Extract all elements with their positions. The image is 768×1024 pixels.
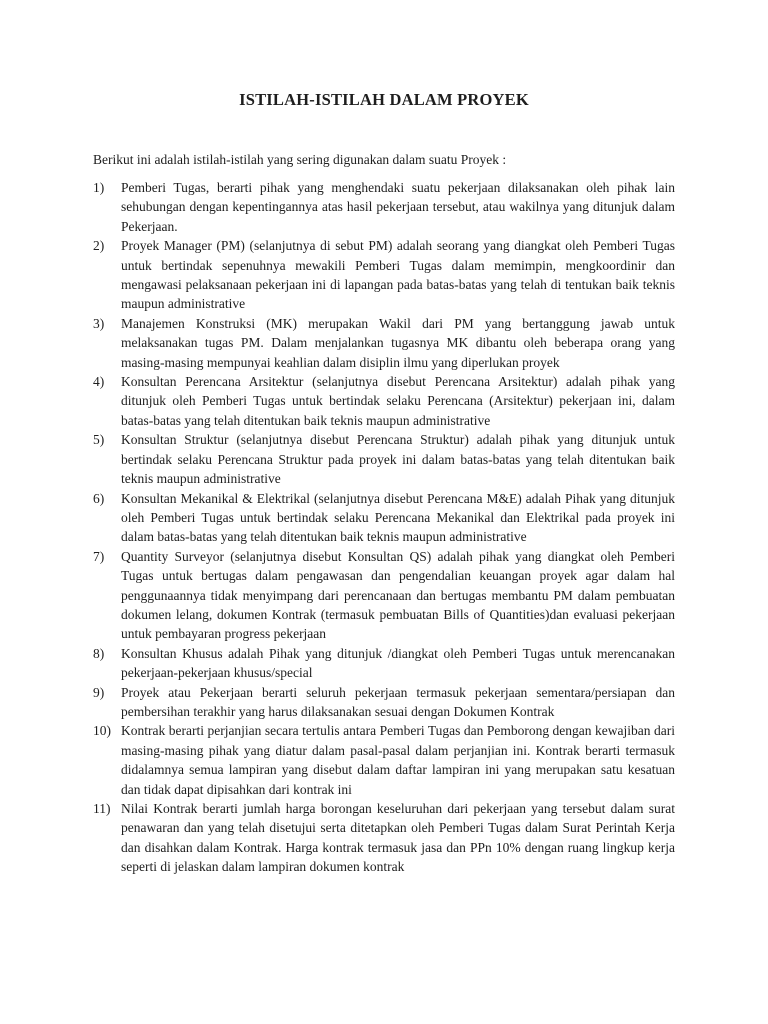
list-item — [93, 799, 675, 877]
list-item — [93, 489, 675, 547]
list-item-number: 10) — [93, 723, 111, 739]
list-item-number: 9) — [93, 684, 105, 700]
list-item-text: Pemberi Tugas, berarti pihak yang menghendaki suatu pekerjaan dilaksanakan oleh pihak lain sehubungan dengan kepentingannya atas hasil pekerjaan tersebut, atau wakilnya yang ditunjuk dalam Pekerjaan. — [121, 180, 675, 234]
page-title: ISTILAH-ISTILAH DALAM PROYEK — [239, 90, 529, 109]
definition-list — [93, 178, 675, 877]
list-item — [93, 372, 675, 430]
list-item-text: Nilai Kontrak berarti jumlah harga borongan keseluruhan dari pekerjaan yang tersebut dalam surat penawaran dan yang telah disetujui serta ditetapkan oleh Pemberi Tugas dalam Surat Perintah Kerja dan disahkan dalam Kontrak. Harga kontrak termasuk jasa dan PPn 10% dengan ruang lingkup kerja seperti di jelaskan dalam lampiran dokumen kontrak — [121, 801, 675, 875]
list-item — [93, 236, 675, 314]
list-item — [93, 721, 675, 799]
list-item-text: Konsultan Mekanikal & Elektrikal (selanjutnya disebut Perencana M&E) adalah Pihak yang ditunjuk oleh Pemberi Tugas untuk bertindak selaku Perencana Mekanikal dan Elektrikal pada proyek ini dalam batas-batas yang telah ditentukan baik teknis maupun administrative — [121, 490, 675, 545]
list-item-text: Konsultan Khusus adalah Pihak yang ditunjuk /diangkat oleh Pemberi Tugas untuk merencanakan pekerjaan-pekerjaan khusus/special — [121, 645, 675, 681]
list-item — [93, 314, 675, 372]
list-item-text: Konsultan Struktur (selanjutnya disebut Perencana Struktur) adalah pihak yang ditunjuk untuk bertindak selaku Perencana Struktur pada proyek ini dalam batas-batas yang telah ditentukan baik teknis maupun administrative — [121, 432, 675, 487]
list-item — [93, 178, 675, 236]
list-item-number: 3) — [93, 315, 105, 331]
list-item-text: Proyek atau Pekerjaan berarti seluruh pekerjaan termasuk pekerjaan sementara/persiapan dan pembersihan terakhir yang harus dilaksanakan sesuai dengan Dokumen Kontrak — [121, 684, 675, 719]
list-item-text: Kontrak berarti perjanjian secara tertulis antara Pemberi Tugas dan Pemborong dengan kewajiban dari masing-masing pihak yang diatur dalam pasal-pasal dalam perjanjian ini. Kontrak berarti termasuk didalamnya semua lampiran yang disebut dalam daftar lampiran ini yang merupakan satu kesatuan dan tidak dapat dipisahkan dari kontrak ini — [121, 723, 675, 797]
list-item-number: 1) — [93, 180, 105, 195]
intro-paragraph: Berikut ini adalah istilah-istilah yang sering digunakan dalam suatu Proyek : — [93, 152, 507, 167]
list-item-number: 2) — [93, 238, 105, 254]
list-item-text: Proyek Manager (PM) (selanjutnya di sebut PM) adalah seorang yang diangkat oleh Pemberi Tugas untuk bertindak sepenuhnya mewakili Pemberi Tugas dalam memimpin, mengkoordinir dan mengawasi pelaksanaan pekerjaan ini di lapangan pada batas-batas yang telah di tentukan baik teknis maupun administrative — [121, 238, 675, 312]
list-item-text: Quantity Surveyor (selanjutnya disebut Konsultan QS) adalah pihak yang diangkat oleh Pemberi Tugas untuk bertugas dalam pengawasan dan pengendalian keuangan proyek agar dalam hal penggunaannya tidak menyimpang dari perencanaan dan bertugas membantu PM dalam pembuatan dokumen lelang, dokumen Kontrak (termasuk pembuatan Bills of Quantities)dan evaluasi pekerjaan untuk pembayaran progress pekerjaan — [121, 548, 675, 642]
list-item-text: Konsultan Perencana Arsitektur (selanjutnya disebut Perencana Arsitektur) adalah pihak yang ditunjuk oleh Pemberi Tugas untuk bertindak selaku Perencana (Arsitektur) pekerjaan ini, dalam batas-batas yang telah ditentukan baik teknis maupun administrative — [121, 374, 675, 428]
list-item-number: 11) — [93, 801, 111, 816]
list-item-number: 4) — [93, 374, 105, 390]
list-item-text: Manajemen Konstruksi (MK) merupakan Wakil dari PM yang bertanggung jawab untuk melaksanakan tugas PM. Dalam menjalankan tugasnya MK dibantu oleh beberapa orang yang masing-masing mempunyai keahlian dalam disiplin ilmu yang diperlukan proyek — [121, 315, 675, 370]
list-item-number: 7) — [93, 548, 105, 564]
list-item — [93, 547, 675, 644]
list-item — [93, 644, 675, 683]
list-item — [93, 683, 675, 722]
list-item-number: 5) — [93, 432, 105, 448]
list-item-number: 8) — [93, 645, 105, 661]
list-item-number: 6) — [93, 490, 105, 506]
list-item — [93, 430, 675, 488]
